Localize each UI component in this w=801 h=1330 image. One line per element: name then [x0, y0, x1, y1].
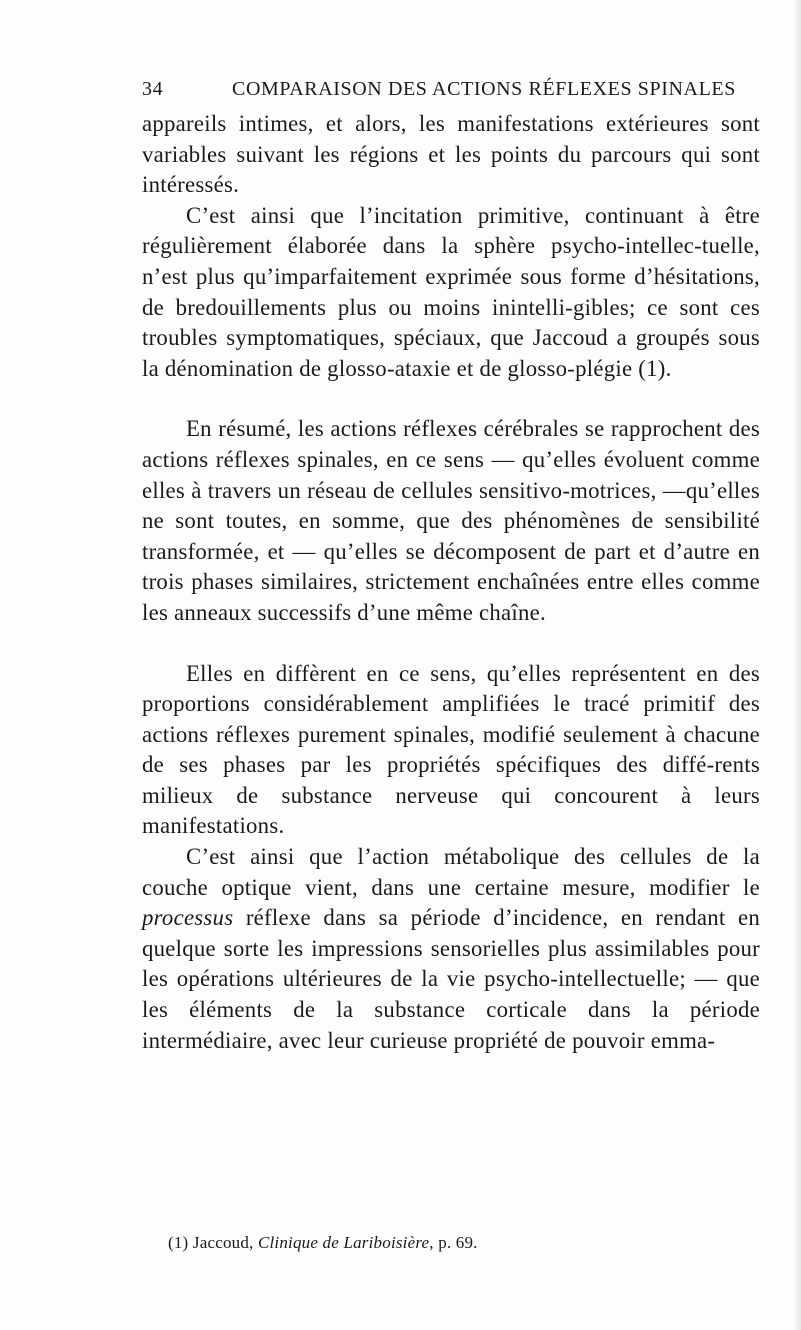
paragraph-2: C’est ainsi que l’incitation primitive, continuant à être régulièrement élaborée dans la sphère psycho-intellec-tuelle, n’est plus qu’imparfaitement exprimée sous forme d’hésitations, de bredouillements plus ou moins inintelli-gibles; ce sont ces troubles symptomatiques, spéciaux, que Jaccoud a groupés sous la dénomination de glosso-ataxie et de glosso-plégie (1). [142, 202, 760, 381]
running-title: COMPARAISON DES ACTIONS RÉFLEXES SPINALES [232, 78, 736, 100]
page-number: 34 [142, 78, 164, 100]
footnote-marker: (1) [168, 1233, 189, 1252]
footnote-page-ref: p. 69. [438, 1233, 478, 1252]
paragraph-5-text-end: réflexe dans sa période d’incidence, en rendant en quelque sorte les impressions sensorielles plus assimilables pour les opérations ultérieures de la vie psycho-intellectuelle; — que les éléments de la substance corticale dans la période intermédiaire, avec leur curieuse propriété de pouvoir emma- [142, 905, 760, 1053]
paragraph-5-italic-term: processus [142, 905, 234, 931]
paragraph-1: appareils intimes, et alors, les manifestations extérieures sont variables suivant les régions et les points du parcours qui sont intéressés. [142, 111, 760, 198]
running-head [142, 74, 736, 104]
page-edge-shadow [793, 0, 801, 1330]
footnote-author: Jaccoud, [192, 1233, 254, 1252]
paragraph-5 [142, 842, 760, 1056]
paragraph-3: En résumé, les actions réflexes cérébrales se rapprochent des actions réflexes spinales, en ce sens — qu’elles évoluent comme elles à travers un réseau de cellules sensitivo-motrices, —qu’elles ne sont toutes, en somme, que des phénomènes de sensibilité transformée, et — qu’elles se décomposent de part et d’autre en trois phases similaires, strictement enchaînées entre elles comme les anneaux successifs d’une même chaîne. [142, 416, 760, 625]
paragraph-4: Elles en diffèrent en ce sens, qu’elles représentent en des proportions considérablement amplifiées le tracé primitif des actions réflexes purement spinales, modifié seulement à chacune de ses phases par les propriétés spécifiques des diffé-rents milieux de substance nerveuse qui concourent à leurs manifestations. [142, 660, 760, 839]
footnote-work-title: Clinique de Lariboisière, [257, 1233, 434, 1252]
paragraph-5-text-start: C’est ainsi que l’action métabolique des cellules de la couche optique vient, dans une certaine mesure, modifier le [142, 844, 760, 900]
body-text [142, 109, 760, 1056]
footnote [168, 1233, 728, 1253]
